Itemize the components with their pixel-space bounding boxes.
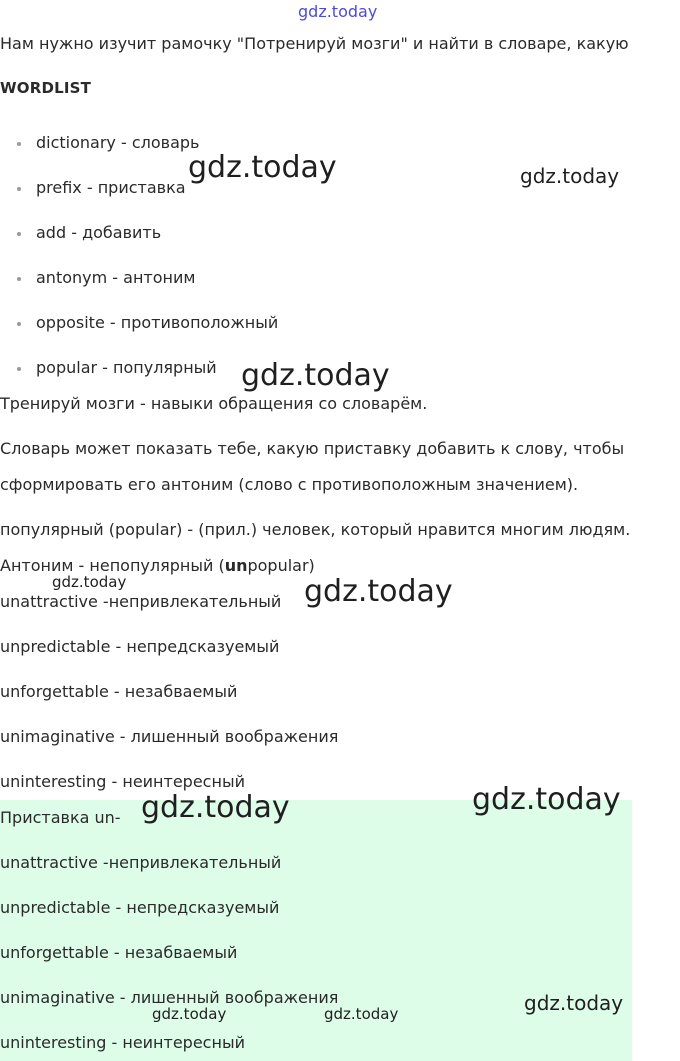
watermark: gdz.today	[472, 782, 621, 817]
antonym-bold: un	[224, 556, 248, 575]
bullet	[17, 187, 21, 191]
intro-text: Нам нужно изучит рамочку "Потренируй мозги" и найти в словаре, какую	[0, 34, 629, 53]
bullet	[17, 367, 21, 371]
list-item: unattractive -непривлекательный	[0, 853, 282, 872]
watermark: gdz.today	[304, 574, 453, 609]
watermark: gdz.today	[241, 358, 390, 393]
list-item: unattractive -непривлекательный	[0, 592, 282, 611]
wordlist-item: add - добавить	[36, 223, 162, 242]
list-item: uninteresting - неинтересный	[0, 1033, 245, 1052]
wordlist-heading: WORDLIST	[0, 79, 92, 97]
watermark: gdz.today	[152, 1005, 227, 1023]
wordlist-item: dictionary - словарь	[36, 133, 200, 152]
watermark-top: gdz.today	[298, 2, 378, 21]
paragraph-1: Тренируй мозги - навыки обращения со словарём.	[0, 394, 428, 413]
list-item: uninteresting - неинтересный	[0, 772, 245, 791]
bullet	[17, 277, 21, 281]
wordlist-item: opposite - противоположный	[36, 313, 279, 332]
list-item: unimaginative - лишенный воображения	[0, 727, 339, 746]
list-item: unpredictable - непредсказуемый	[0, 637, 280, 656]
wordlist-item: antonym - антоним	[36, 268, 196, 287]
prefix-heading: Приставка un-	[0, 808, 121, 827]
antonym-prefix: Антоним - непопулярный (	[0, 556, 225, 575]
list-item: unforgettable - незабваемый	[0, 682, 238, 701]
antonym-line	[0, 556, 315, 576]
list-item: unpredictable - непредсказуемый	[0, 898, 280, 917]
paragraph-3: популярный (popular) - (прил.) человек, который нравится многим людям.	[0, 520, 631, 539]
highlight-block	[0, 800, 632, 1061]
paragraph-2b: сформировать его антоним (слово с противоположным значением).	[0, 475, 579, 494]
watermark: gdz.today	[188, 150, 337, 185]
bullet	[17, 142, 21, 146]
bullet	[17, 232, 21, 236]
watermark: gdz.today	[520, 164, 620, 188]
watermark: gdz.today	[324, 1005, 399, 1023]
bullet	[17, 322, 21, 326]
wordlist-item: popular - популярный	[36, 358, 217, 377]
antonym-suffix: popular)	[247, 556, 315, 575]
watermark: gdz.today	[524, 991, 624, 1015]
list-item: unimaginative - лишенный воображения	[0, 988, 339, 1007]
wordlist-item: prefix - приставка	[36, 178, 186, 197]
list-item: unforgettable - незабваемый	[0, 943, 238, 962]
watermark: gdz.today	[52, 573, 127, 591]
paragraph-2a: Словарь может показать тебе, какую приставку добавить к слову, чтобы	[0, 439, 625, 458]
watermark: gdz.today	[141, 790, 290, 825]
